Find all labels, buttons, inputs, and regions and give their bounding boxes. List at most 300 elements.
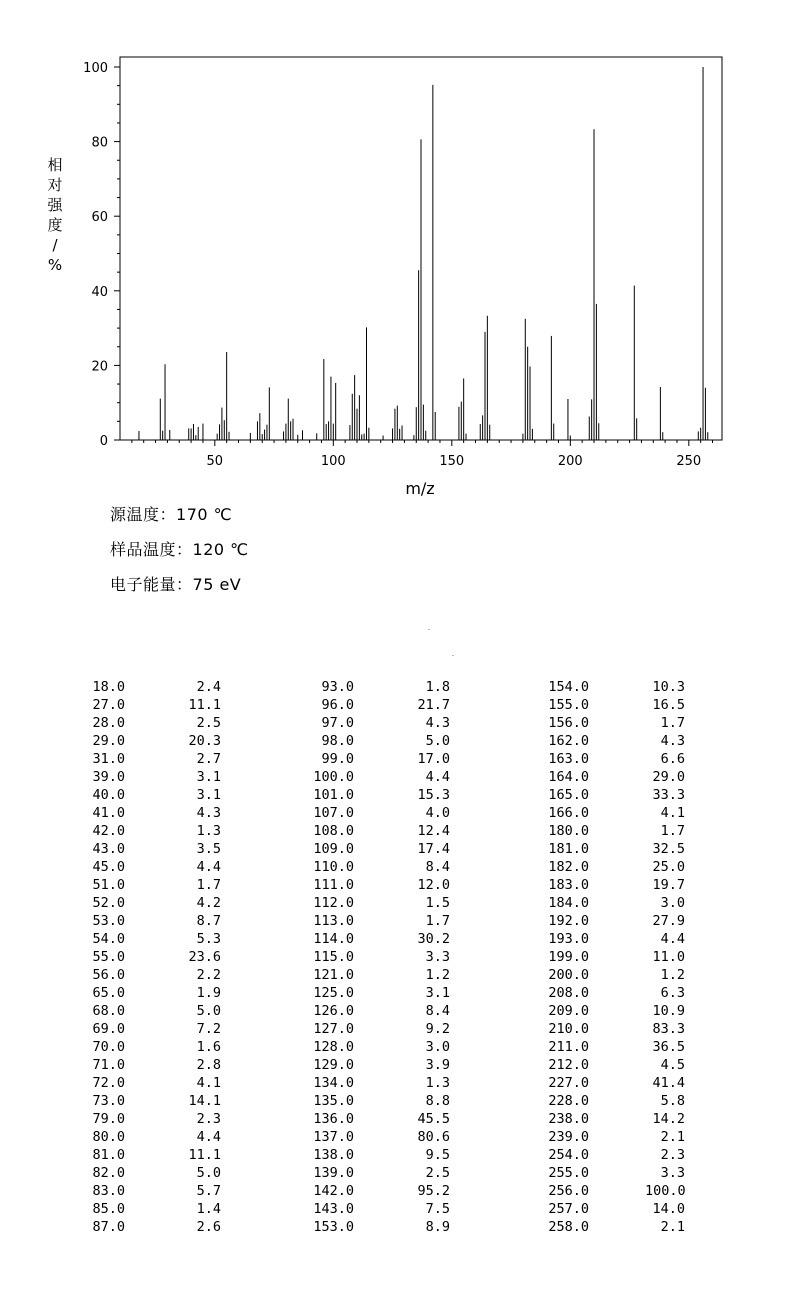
abundance-value: 4.0 xyxy=(425,805,450,821)
x-tick-label: 150 xyxy=(439,454,465,469)
table-row xyxy=(310,948,460,966)
abundance-value: 2.1 xyxy=(660,1219,685,1235)
source-temperature-label: 源温度： xyxy=(110,505,177,524)
abundance-value: 17.0 xyxy=(417,751,450,767)
abundance-value: 1.3 xyxy=(196,823,221,839)
abundance-value: 1.7 xyxy=(660,823,685,839)
abundance-value: 27.9 xyxy=(652,913,685,929)
abundance-value: 1.5 xyxy=(425,895,450,911)
mz-value: 52.0 xyxy=(92,895,125,911)
table-row xyxy=(545,750,695,768)
mz-value: 156.0 xyxy=(548,715,589,731)
mz-value: 55.0 xyxy=(92,949,125,965)
table-row xyxy=(310,930,460,948)
table-row xyxy=(81,930,231,948)
peak-table-column-1 xyxy=(81,678,231,1236)
table-row xyxy=(81,948,231,966)
y-tick-label: 60 xyxy=(91,210,108,226)
electron-energy-label: 电子能量： xyxy=(110,575,193,594)
abundance-value: 3.0 xyxy=(425,1039,450,1055)
mz-value: 43.0 xyxy=(92,841,125,857)
abundance-value: 12.4 xyxy=(417,823,450,839)
mz-value: 211.0 xyxy=(548,1039,589,1055)
source-temperature xyxy=(110,502,232,525)
mz-value: 163.0 xyxy=(548,751,589,767)
table-row xyxy=(81,696,231,714)
abundance-value: 5.7 xyxy=(196,1183,221,1199)
mz-value: 81.0 xyxy=(92,1147,125,1163)
mz-value: 65.0 xyxy=(92,985,125,1001)
table-row xyxy=(81,1092,231,1110)
peaks-group xyxy=(139,67,708,440)
abundance-value: 36.5 xyxy=(652,1039,685,1055)
y-tick-label: 40 xyxy=(91,284,108,300)
abundance-value: 1.7 xyxy=(196,877,221,893)
mz-value: 238.0 xyxy=(548,1111,589,1127)
mz-value: 40.0 xyxy=(92,787,125,803)
table-row xyxy=(545,768,695,786)
abundance-value: 25.0 xyxy=(652,859,685,875)
mz-value: 153.0 xyxy=(313,1219,354,1235)
mz-value: 210.0 xyxy=(548,1021,589,1037)
table-row xyxy=(545,1128,695,1146)
table-row xyxy=(81,786,231,804)
table-row xyxy=(545,714,695,732)
mz-value: 155.0 xyxy=(548,697,589,713)
abundance-value: 3.0 xyxy=(660,895,685,911)
abundance-value: 14.2 xyxy=(652,1111,685,1127)
abundance-value: 1.7 xyxy=(660,715,685,731)
mz-value: 228.0 xyxy=(548,1093,589,1109)
table-row xyxy=(310,714,460,732)
table-row xyxy=(545,1074,695,1092)
abundance-value: 3.5 xyxy=(196,841,221,857)
mz-value: 73.0 xyxy=(92,1093,125,1109)
table-row xyxy=(545,984,695,1002)
table-row xyxy=(545,1218,695,1236)
abundance-value: 10.9 xyxy=(652,1003,685,1019)
table-row xyxy=(81,1002,231,1020)
abundance-value: 4.4 xyxy=(660,931,685,947)
mz-value: 69.0 xyxy=(92,1021,125,1037)
table-row xyxy=(81,1200,231,1218)
table-row xyxy=(545,1146,695,1164)
table-row xyxy=(310,912,460,930)
abundance-value: 2.1 xyxy=(660,1129,685,1145)
table-row xyxy=(310,1110,460,1128)
mz-value: 101.0 xyxy=(313,787,354,803)
abundance-value: 2.5 xyxy=(425,1165,450,1181)
table-row xyxy=(81,1218,231,1236)
table-row xyxy=(81,750,231,768)
abundance-value: 7.2 xyxy=(196,1021,221,1037)
abundance-value: 5.3 xyxy=(196,931,221,947)
abundance-value: 17.4 xyxy=(417,841,450,857)
table-row xyxy=(81,1020,231,1038)
table-row xyxy=(81,768,231,786)
abundance-value: 2.2 xyxy=(196,967,221,983)
abundance-value: 1.6 xyxy=(196,1039,221,1055)
mz-value: 96.0 xyxy=(321,697,354,713)
table-row xyxy=(545,1020,695,1038)
source-temperature-value: 170 ℃ xyxy=(176,505,233,524)
abundance-value: 4.3 xyxy=(660,733,685,749)
y-axis-label: 相对强度/ % xyxy=(47,156,63,274)
table-row xyxy=(310,840,460,858)
mz-value: 56.0 xyxy=(92,967,125,983)
x-axis-label: m/z xyxy=(405,479,435,498)
abundance-value: 19.7 xyxy=(652,877,685,893)
y-tick-label: 20 xyxy=(91,359,108,375)
mz-value: 181.0 xyxy=(548,841,589,857)
scan-artifact xyxy=(452,655,454,656)
table-row xyxy=(81,1074,231,1092)
abundance-value: 16.5 xyxy=(652,697,685,713)
mz-value: 125.0 xyxy=(313,985,354,1001)
abundance-value: 8.4 xyxy=(425,1003,450,1019)
mz-value: 31.0 xyxy=(92,751,125,767)
table-row xyxy=(81,858,231,876)
mz-value: 127.0 xyxy=(313,1021,354,1037)
table-row xyxy=(81,912,231,930)
abundance-value: 95.2 xyxy=(417,1183,450,1199)
mz-value: 98.0 xyxy=(321,733,354,749)
abundance-value: 2.3 xyxy=(196,1111,221,1127)
electron-energy xyxy=(110,572,241,595)
abundance-value: 23.6 xyxy=(188,949,221,965)
mz-value: 199.0 xyxy=(548,949,589,965)
mz-value: 126.0 xyxy=(313,1003,354,1019)
abundance-value: 33.3 xyxy=(652,787,685,803)
abundance-value: 5.0 xyxy=(196,1003,221,1019)
mz-value: 192.0 xyxy=(548,913,589,929)
table-row xyxy=(310,768,460,786)
table-row xyxy=(310,732,460,750)
table-row xyxy=(545,930,695,948)
abundance-value: 4.4 xyxy=(196,859,221,875)
x-ticks-group xyxy=(132,440,713,469)
abundance-value: 4.5 xyxy=(660,1057,685,1073)
table-row xyxy=(310,966,460,984)
mz-value: 135.0 xyxy=(313,1093,354,1109)
table-row xyxy=(310,876,460,894)
table-row xyxy=(81,804,231,822)
abundance-value: 10.3 xyxy=(652,679,685,695)
abundance-value: 4.3 xyxy=(425,715,450,731)
table-row xyxy=(545,876,695,894)
table-row xyxy=(545,1056,695,1074)
x-tick-label: 100 xyxy=(320,454,346,469)
mz-value: 109.0 xyxy=(313,841,354,857)
peak-table-column-2 xyxy=(310,678,460,1236)
table-row xyxy=(545,732,695,750)
abundance-value: 1.2 xyxy=(425,967,450,983)
table-row xyxy=(81,966,231,984)
abundance-value: 2.5 xyxy=(196,715,221,731)
table-row xyxy=(545,1002,695,1020)
table-row xyxy=(310,1056,460,1074)
abundance-value: 11.1 xyxy=(188,1147,221,1163)
x-tick-label: 200 xyxy=(557,454,583,469)
mz-value: 83.0 xyxy=(92,1183,125,1199)
table-row xyxy=(545,1038,695,1056)
table-row xyxy=(545,786,695,804)
table-row xyxy=(310,1182,460,1200)
table-row xyxy=(310,822,460,840)
abundance-value: 15.3 xyxy=(417,787,450,803)
mz-value: 80.0 xyxy=(92,1129,125,1145)
mz-value: 110.0 xyxy=(313,859,354,875)
abundance-value: 8.8 xyxy=(425,1093,450,1109)
mz-value: 138.0 xyxy=(313,1147,354,1163)
table-row xyxy=(545,1092,695,1110)
table-row xyxy=(81,840,231,858)
abundance-value: 9.5 xyxy=(425,1147,450,1163)
table-row xyxy=(310,786,460,804)
abundance-value: 1.4 xyxy=(196,1201,221,1217)
mz-value: 154.0 xyxy=(548,679,589,695)
abundance-value: 1.3 xyxy=(425,1075,450,1091)
mz-value: 42.0 xyxy=(92,823,125,839)
abundance-value: 1.8 xyxy=(425,679,450,695)
mz-value: 129.0 xyxy=(313,1057,354,1073)
sample-temperature-label: 样品温度： xyxy=(110,540,193,559)
mz-value: 93.0 xyxy=(321,679,354,695)
mz-value: 18.0 xyxy=(92,679,125,695)
mz-value: 257.0 xyxy=(548,1201,589,1217)
mz-value: 70.0 xyxy=(92,1039,125,1055)
mz-value: 27.0 xyxy=(92,697,125,713)
mz-value: 134.0 xyxy=(313,1075,354,1091)
table-row xyxy=(310,858,460,876)
abundance-value: 12.0 xyxy=(417,877,450,893)
abundance-value: 9.2 xyxy=(425,1021,450,1037)
abundance-value: 20.3 xyxy=(188,733,221,749)
mz-value: 142.0 xyxy=(313,1183,354,1199)
table-row xyxy=(545,1110,695,1128)
mz-value: 45.0 xyxy=(92,859,125,875)
mz-value: 115.0 xyxy=(313,949,354,965)
abundance-value: 11.1 xyxy=(188,697,221,713)
abundance-value: 3.3 xyxy=(425,949,450,965)
table-row xyxy=(81,732,231,750)
abundance-value: 100.0 xyxy=(645,1183,686,1199)
y-tick-label: 0 xyxy=(99,434,108,449)
abundance-value: 2.3 xyxy=(660,1147,685,1163)
mz-value: 200.0 xyxy=(548,967,589,983)
mz-value: 184.0 xyxy=(548,895,589,911)
table-row xyxy=(310,894,460,912)
sample-temperature-value: 120 ℃ xyxy=(192,540,249,559)
table-row xyxy=(310,1020,460,1038)
abundance-value: 11.0 xyxy=(652,949,685,965)
table-row xyxy=(310,1128,460,1146)
abundance-value: 7.5 xyxy=(425,1201,450,1217)
y-tick-label: 100 xyxy=(83,61,108,76)
mz-value: 143.0 xyxy=(313,1201,354,1217)
mz-value: 85.0 xyxy=(92,1201,125,1217)
table-row xyxy=(81,714,231,732)
table-row xyxy=(545,966,695,984)
mz-value: 111.0 xyxy=(313,877,354,893)
table-row xyxy=(81,984,231,1002)
table-row xyxy=(545,1182,695,1200)
table-row xyxy=(545,894,695,912)
x-tick-label: 50 xyxy=(206,454,224,469)
mz-value: 72.0 xyxy=(92,1075,125,1091)
table-row xyxy=(310,750,460,768)
abundance-value: 4.1 xyxy=(660,805,685,821)
mz-value: 114.0 xyxy=(313,931,354,947)
table-row xyxy=(81,822,231,840)
mz-value: 255.0 xyxy=(548,1165,589,1181)
table-row xyxy=(310,1146,460,1164)
table-row xyxy=(81,894,231,912)
abundance-value: 2.8 xyxy=(196,1057,221,1073)
mz-value: 165.0 xyxy=(548,787,589,803)
mz-value: 112.0 xyxy=(313,895,354,911)
table-row xyxy=(81,678,231,696)
table-row xyxy=(545,804,695,822)
abundance-value: 1.9 xyxy=(196,985,221,1001)
table-row xyxy=(545,1200,695,1218)
mz-value: 258.0 xyxy=(548,1219,589,1235)
abundance-value: 4.4 xyxy=(196,1129,221,1145)
abundance-value: 83.3 xyxy=(652,1021,685,1037)
table-row xyxy=(81,1056,231,1074)
table-row xyxy=(81,1128,231,1146)
abundance-value: 4.1 xyxy=(196,1075,221,1091)
abundance-value: 2.6 xyxy=(196,1219,221,1235)
mz-value: 164.0 xyxy=(548,769,589,785)
mz-value: 162.0 xyxy=(548,733,589,749)
mz-value: 212.0 xyxy=(548,1057,589,1073)
table-row xyxy=(545,1164,695,1182)
abundance-value: 2.4 xyxy=(196,679,221,695)
mz-value: 209.0 xyxy=(548,1003,589,1019)
mz-value: 79.0 xyxy=(92,1111,125,1127)
abundance-value: 5.0 xyxy=(425,733,450,749)
abundance-value: 4.4 xyxy=(425,769,450,785)
mz-value: 183.0 xyxy=(548,877,589,893)
y-tick-label: 80 xyxy=(91,135,108,151)
abundance-value: 3.3 xyxy=(660,1165,685,1181)
mz-value: 99.0 xyxy=(321,751,354,767)
mz-value: 193.0 xyxy=(548,931,589,947)
abundance-value: 5.8 xyxy=(660,1093,685,1109)
abundance-value: 3.1 xyxy=(196,769,221,785)
table-row xyxy=(81,1182,231,1200)
mz-value: 29.0 xyxy=(92,733,125,749)
mz-value: 100.0 xyxy=(313,769,354,785)
abundance-value: 8.9 xyxy=(425,1219,450,1235)
table-row xyxy=(545,678,695,696)
sample-temperature xyxy=(110,537,249,560)
table-row xyxy=(81,1146,231,1164)
peak-table-column-3 xyxy=(545,678,695,1236)
mz-value: 71.0 xyxy=(92,1057,125,1073)
abundance-value: 5.0 xyxy=(196,1165,221,1181)
mz-value: 208.0 xyxy=(548,985,589,1001)
table-row xyxy=(545,912,695,930)
mz-value: 53.0 xyxy=(92,913,125,929)
mz-value: 87.0 xyxy=(92,1219,125,1235)
table-row xyxy=(545,696,695,714)
table-row xyxy=(545,948,695,966)
table-row xyxy=(545,840,695,858)
table-row xyxy=(81,1110,231,1128)
abundance-value: 80.6 xyxy=(417,1129,450,1145)
electron-energy-value: 75 eV xyxy=(192,575,242,594)
table-row xyxy=(310,1002,460,1020)
mz-value: 68.0 xyxy=(92,1003,125,1019)
abundance-value: 6.3 xyxy=(660,985,685,1001)
mz-value: 139.0 xyxy=(313,1165,354,1181)
table-row xyxy=(545,822,695,840)
abundance-value: 3.1 xyxy=(425,985,450,1001)
table-row xyxy=(81,1164,231,1182)
mass-spectrum-chart xyxy=(0,0,794,500)
mz-value: 227.0 xyxy=(548,1075,589,1091)
mz-value: 239.0 xyxy=(548,1129,589,1145)
table-row xyxy=(310,696,460,714)
abundance-value: 3.9 xyxy=(425,1057,450,1073)
mz-value: 41.0 xyxy=(92,805,125,821)
mz-value: 121.0 xyxy=(313,967,354,983)
mz-value: 136.0 xyxy=(313,1111,354,1127)
mz-value: 182.0 xyxy=(548,859,589,875)
table-row xyxy=(310,1092,460,1110)
table-row xyxy=(310,678,460,696)
mz-value: 39.0 xyxy=(92,769,125,785)
table-row xyxy=(81,1038,231,1056)
mz-value: 108.0 xyxy=(313,823,354,839)
x-tick-label: 250 xyxy=(676,454,702,469)
mz-value: 166.0 xyxy=(548,805,589,821)
mz-value: 54.0 xyxy=(92,931,125,947)
abundance-value: 30.2 xyxy=(417,931,450,947)
abundance-value: 1.7 xyxy=(425,913,450,929)
mz-value: 137.0 xyxy=(313,1129,354,1145)
abundance-value: 32.5 xyxy=(652,841,685,857)
y-ticks-group xyxy=(83,61,120,449)
mz-value: 256.0 xyxy=(548,1183,589,1199)
table-row xyxy=(310,1038,460,1056)
mz-value: 82.0 xyxy=(92,1165,125,1181)
abundance-value: 14.1 xyxy=(188,1093,221,1109)
abundance-value: 29.0 xyxy=(652,769,685,785)
table-row xyxy=(81,876,231,894)
mz-value: 254.0 xyxy=(548,1147,589,1163)
table-row xyxy=(310,1218,460,1236)
table-row xyxy=(310,984,460,1002)
abundance-value: 1.2 xyxy=(660,967,685,983)
abundance-value: 41.4 xyxy=(652,1075,685,1091)
abundance-value: 21.7 xyxy=(417,697,450,713)
mz-value: 128.0 xyxy=(313,1039,354,1055)
table-row xyxy=(310,1164,460,1182)
abundance-value: 4.3 xyxy=(196,805,221,821)
abundance-value: 3.1 xyxy=(196,787,221,803)
abundance-value: 4.2 xyxy=(196,895,221,911)
abundance-value: 2.7 xyxy=(196,751,221,767)
abundance-value: 14.0 xyxy=(652,1201,685,1217)
mz-value: 28.0 xyxy=(92,715,125,731)
mz-value: 180.0 xyxy=(548,823,589,839)
table-row xyxy=(545,858,695,876)
mz-value: 107.0 xyxy=(313,805,354,821)
abundance-value: 45.5 xyxy=(417,1111,450,1127)
